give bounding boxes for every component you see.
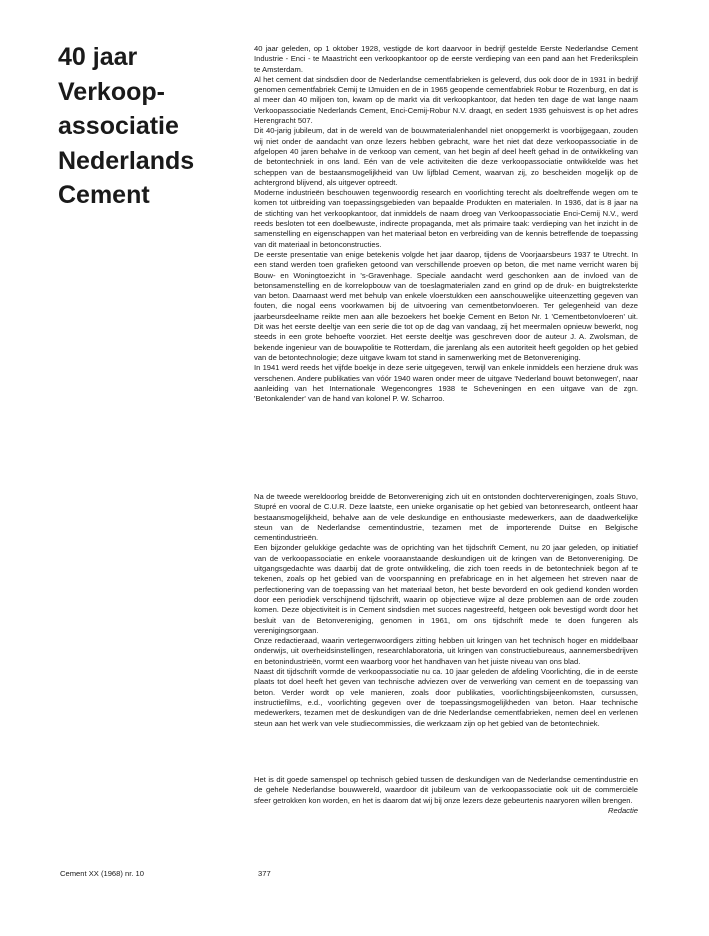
paragraph-text: Het is dit goede samenspel op technisch gebied tussen de deskundigen van de Nederlandse cementindustrie en de gehele Nederlandse bouwwereld, waardoor dit jubileum van de verkoopassociatie ook uit de commerciële sfeer getrokken kon worden, en het is daarom dat wij bij onze lezers deze gebeurtenis naaryoren willen brengen. bbox=[254, 775, 638, 805]
title-line: Verkoop- bbox=[58, 77, 165, 106]
title-line: Nederlands bbox=[58, 146, 195, 175]
paragraph: In 1941 werd reeds het vijfde boekje in deze serie uitgegeven, terwijl van enkele inmiddels een herziene druk was verschenen. Andere publikaties van vóór 1940 waren onder meer de uitgave 'Nederland bouwt betonwegen', naar aanleiding van het Internationale Wegencongres 1938 te Scheveningen en een uitgave van de zgn. 'Betonkalender' van de hand van kolonel P. W. Scharroo. bbox=[254, 363, 638, 404]
title-line: 40 jaar bbox=[58, 43, 138, 71]
article-section-history bbox=[254, 44, 638, 404]
journal-citation: Cement XX (1968) nr. 10 bbox=[60, 869, 144, 878]
signature: Redactie bbox=[608, 805, 638, 815]
paragraph: Onze redactieraad, waarin vertegenwoordigers zitting hebben uit kringen van het technisch hoger en middelbaar onderwijs, uit overheidsinstellingen, researchlaboratoria, uit kringen van constructiebureaus, aannemersbedrijven en betonindustrieën, vormt een waarborg voor het handhaven van het juiste niveau van ons blad. bbox=[254, 636, 638, 666]
paragraph: Dit 40-jarig jubileum, dat in de wereld van de bouwmaterialenhandel niet onopgemerkt is voorbijgegaan, zouden wij niet onder de aandacht van onze lezers hebben gebracht, ware het niet dat deze verkoopassociatie in de afgelopen 40 jaren behalve in de verkoop van cement, van het begin af deel heeft gehad in de ontwikkeling van de betontechniek in ons land. Eén van de vele activiteiten die deze verkoopassociatie ontwikkelde was het scheppen van de bestaansmogelijkheid van Uw lijfblad Cement, waarvan zij, zo bescheiden mogelijk op de achtergrond blijvend, als uitgever optreedt. bbox=[254, 126, 638, 187]
paragraph: Na de tweede wereldoorlog breidde de Betonvereniging zich uit en ontstonden dochterverenigingen, zoals Stuvo, Stupré en vooral de C.U.R. Deze laatste, een unieke organisatie op het gebied van betonresearch, ontleent haar bestaansmogelijkheid, behalve aan de vele deskundige en enthousiaste medewerkers, aan de daadwerkelijke steun van de Nederlandse cementindustrie, tezamen met de importerende Duitse en Belgische cementindustrieën. bbox=[254, 492, 638, 543]
paragraph: Al het cement dat sindsdien door de Nederlandse cementfabrieken is geleverd, dus ook door de in 1931 in bedrijf genomen cementfabriek Cemij te IJmuiden en de in 1965 geopende cementfabriek Robur te Rozenburg, en dat is al meer dan 40 miljoen ton, kwam op de markt via dit verkoopkantoor, dat heden ten dage de wat lange naam Verkoopassociatie Nederlands Cement, Enci-Cemij-Robur N.V. draagt, en sedert 1935 gehuisvest is op het adres Herengracht 507. bbox=[254, 74, 638, 126]
title-line: associatie bbox=[58, 112, 179, 140]
article-section-closing bbox=[254, 775, 638, 816]
article-title bbox=[58, 40, 238, 213]
title-line: Cement bbox=[58, 181, 150, 209]
page-number: 377 bbox=[258, 869, 271, 878]
paragraph: Moderne industrieën beschouwen tegenwoordig research en voorlichting terecht als doeltreffende wegen om te komen tot uitbreiding van toepassingsgebieden van bepaalde Produkten en materialen. In 1936, dat is 8 jaar na de stichting van het verkoopkantoor, dat inmiddels de naam droeg van Verkoopassociatie Enci-Cemij N.V., werd reeds besloten tot een doelbewuste, indirecte propaganda, met als primaire taak: verdieping van het inzicht in de samenstelling en eigenschappen van het materiaal beton en verbreiding van de kennis betreffende de toepassing van dit materiaal in betonconstructies. bbox=[254, 188, 638, 249]
paragraph: 40 jaar geleden, op 1 oktober 1928, vestigde de kort daarvoor in bedrijf gestelde Eerste Nederlandse Cement Industrie - Enci - te Maastricht een verkoopkantoor op de eerste verdieping van een pand aan het Frederiksplein te Amsterdam. bbox=[254, 44, 638, 74]
article-section-postwar bbox=[254, 492, 638, 729]
paragraph: Een bijzonder gelukkige gedachte was de oprichting van het tijdschrift Cement, nu 20 jaar geleden, op initiatief van de verkoopassociatie en enkele vooraanstaande deskundigen uit de kringen van de Betonvereniging. De uitgangsgedachte was daarbij dat de grote ontwikkeling, die zich toen reeds in de betontechniek begon af te tekenen, zoals op het gebied van de voorspanning en prefabricage en in het algemeen het streven naar de perfectionering van de toepassing van het materiaal beton, het beste bevorderd en ook gediend konden worden door een periodiek verschijnend tijdschrift, waarin op objectieve wijze al deze problemen aan de orde zouden komen. Deze objectiviteit is in Cement sindsdien met succes nagestreefd, hetgeen ook bevestigd wordt door het besluit van de Betonvereniging, genomen in 1961, om ons tijdschrift mede te doen fungeren als verenigingsorgaan. bbox=[254, 543, 638, 635]
paragraph: De eerste presentatie van enige betekenis volgde het jaar daarop, tijdens de Voorjaarsbeurs 1937 te Utrecht. In een stand werden toen grafieken getoond van verschillende proeven op beton, die met name verricht waren bij Bouw- en Woningtoezicht in 's-Gravenhage. Speciale aandacht werd geschonken aan de invloed van de betonsamenstelling en de korrelopbouw van de toeslagmaterialen zand en grind op de druk- en buigtreksterkte van beton. Daarnaast werd met behulp van enkele vloerstukken een aanschouwelijke uiteenzetting gegeven van fouten, die nogal eens voorkwamen bij de uitvoering van cementbetonvloeren. Ter gelegenheid van deze jaarbeursdeelname reikte men aan alle bezoekers het boekje Cement en Beton Nr. 1 'Cementbetonvloeren' uit. Dit was het eerste deeltje van een serie die tot op de dag van vandaag, zij het meermalen opnieuw bewerkt, nog steeds in een grote behoefte voorziet. Het eerste deeltje was geschreven door de auteur J. A. Zwolsman, de bekende ingenieur van de bouwpolitie te Rotterdam, die jarenlang als een autoriteit heeft gegolden op het gebied van de betontechnologie; deze uitgave kwam tot stand in samenwerking met de Betonvereniging. bbox=[254, 249, 638, 362]
closing-paragraph bbox=[254, 775, 638, 815]
paragraph: Naast dit tijdschrift vormde de verkoopassociatie nu ca. 10 jaar geleden de afdeling Voorlichting, die in de eerste plaats tot doel heeft het geven van technische adviezen over de verwerking van cement en de toepassing van beton. Verder wordt op vele manieren, zoals door publikaties, voorlichtingsbijeenkomsten, cursussen, instructiefilms, e.d., voorlichting gegeven over de toepassingsmogelijkheden van beton. Haar technische medewerkers, tezamen met de deskundigen van de drie Nederlandse cementfabrieken, nemen deel en verlenen steun aan het werk van vele studiecommissies, die werkzaam zijn op het gebied van de betontechniek. bbox=[254, 667, 638, 728]
